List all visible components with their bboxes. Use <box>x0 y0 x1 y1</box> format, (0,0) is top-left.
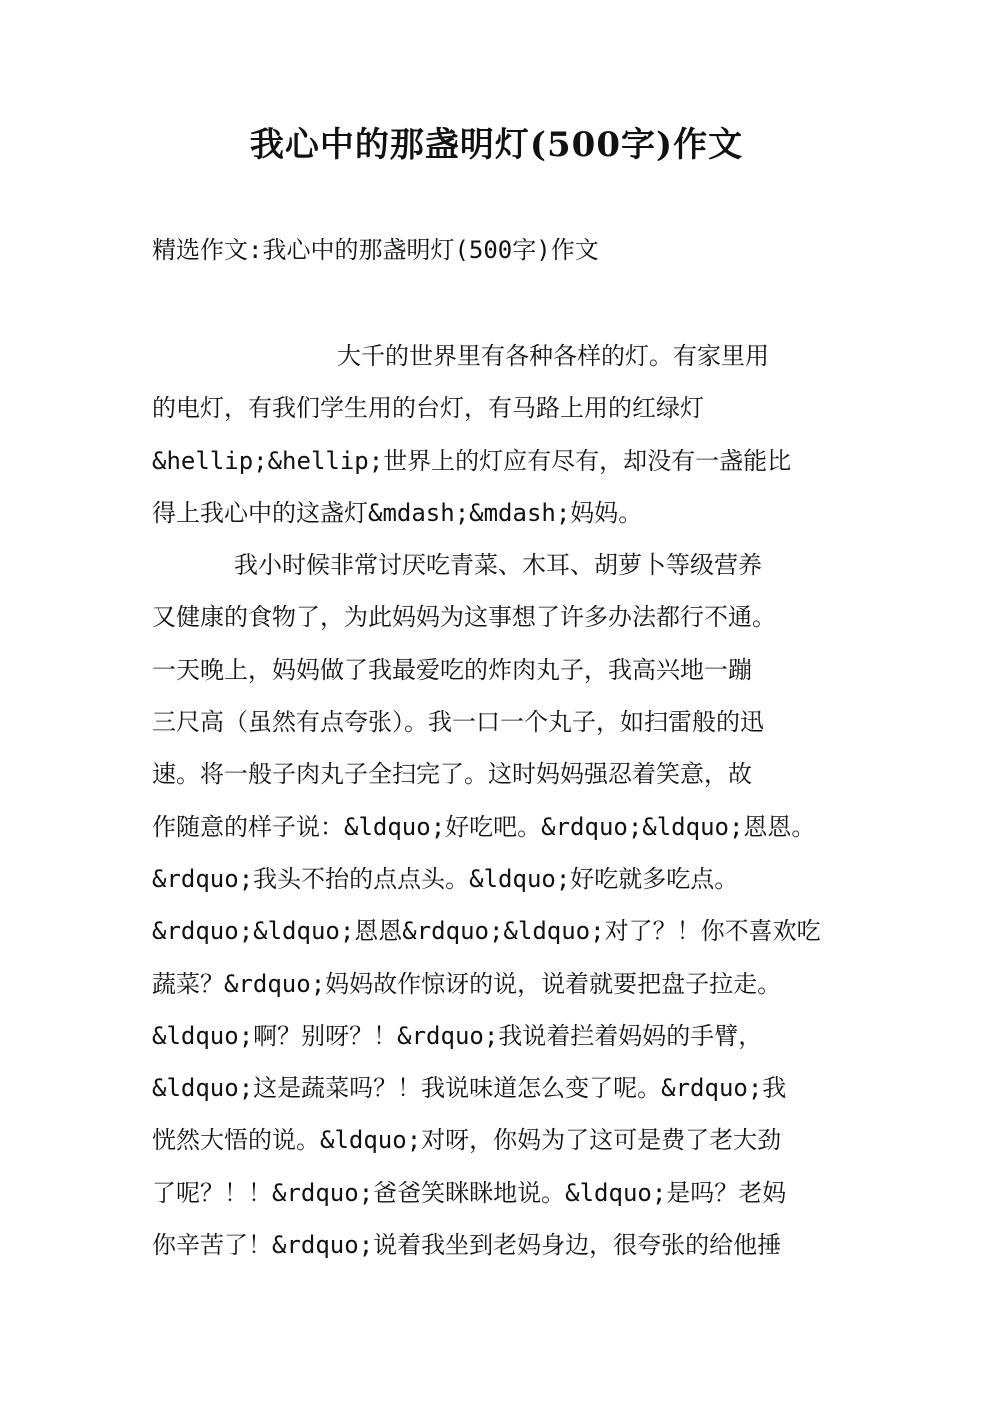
body-line: &ldquo;这是蔬菜吗？！我说味道怎么变了呢。&rdquo;我 <box>152 1074 787 1103</box>
body-line: &rdquo;我头不抬的点点头。&ldquo;好吃就多吃点。 <box>152 864 739 893</box>
body-line: 得上我心中的这盏灯&mdash;&mdash;妈妈。 <box>152 498 643 527</box>
body-line: 作随意的样子说：&ldquo;好吃吧。&rdquo;&ldquo;恩恩。 <box>152 812 816 841</box>
body-line: &rdquo;&ldquo;恩恩&rdquo;&ldquo;对了？！你不喜欢吃 <box>152 917 821 946</box>
body-line: &hellip;&hellip;世界上的灯应有尽有，却没有一盏能比 <box>152 446 792 475</box>
body-line: 速。将一般子肉丸子全扫完了。这时妈妈强忍着笑意，故 <box>152 760 752 789</box>
body-line: 蔬菜？&rdquo;妈妈故作惊讶的说，说着就要把盘子拉走。 <box>152 969 782 998</box>
body-line: 的电灯，有我们学生用的台灯，有马路上用的红绿灯 <box>152 394 704 423</box>
body-line: 大千的世界里有各种各样的灯。有家里用 <box>337 342 769 370</box>
body-line: 一天晚上，妈妈做了我最爱吃的炸肉丸子，我高兴地一蹦 <box>152 655 752 684</box>
body-line: 又健康的食物了，为此妈妈为这事想了许多办法都行不通。 <box>152 603 776 632</box>
body-line: 你辛苦了！&rdquo;说着我坐到老妈身边，很夸张的给他捶 <box>152 1231 782 1260</box>
body-line: 恍然大悟的说。&ldquo;对呀，你妈为了这可是费了老大劲 <box>152 1126 782 1155</box>
document-subtitle: 精选作文:我心中的那盏明灯(500字)作文 <box>152 236 599 264</box>
body-line: &ldquo;啊？别呀？！&rdquo;我说着拦着妈妈的手臂， <box>152 1021 763 1050</box>
body-line: 三尺高（虽然有点夸张）。我一口一个丸子，如扫雷般的迅 <box>152 708 764 737</box>
body-line: 了呢？！！&rdquo;爸爸笑眯眯地说。&ldquo;是吗？老妈 <box>152 1178 787 1207</box>
body-line: 我小时候非常讨厌吃青菜、木耳、胡萝卜等级营养 <box>234 551 762 580</box>
document-body <box>152 330 842 1271</box>
document-title: 我心中的那盏明灯(500字)作文 <box>249 125 744 165</box>
